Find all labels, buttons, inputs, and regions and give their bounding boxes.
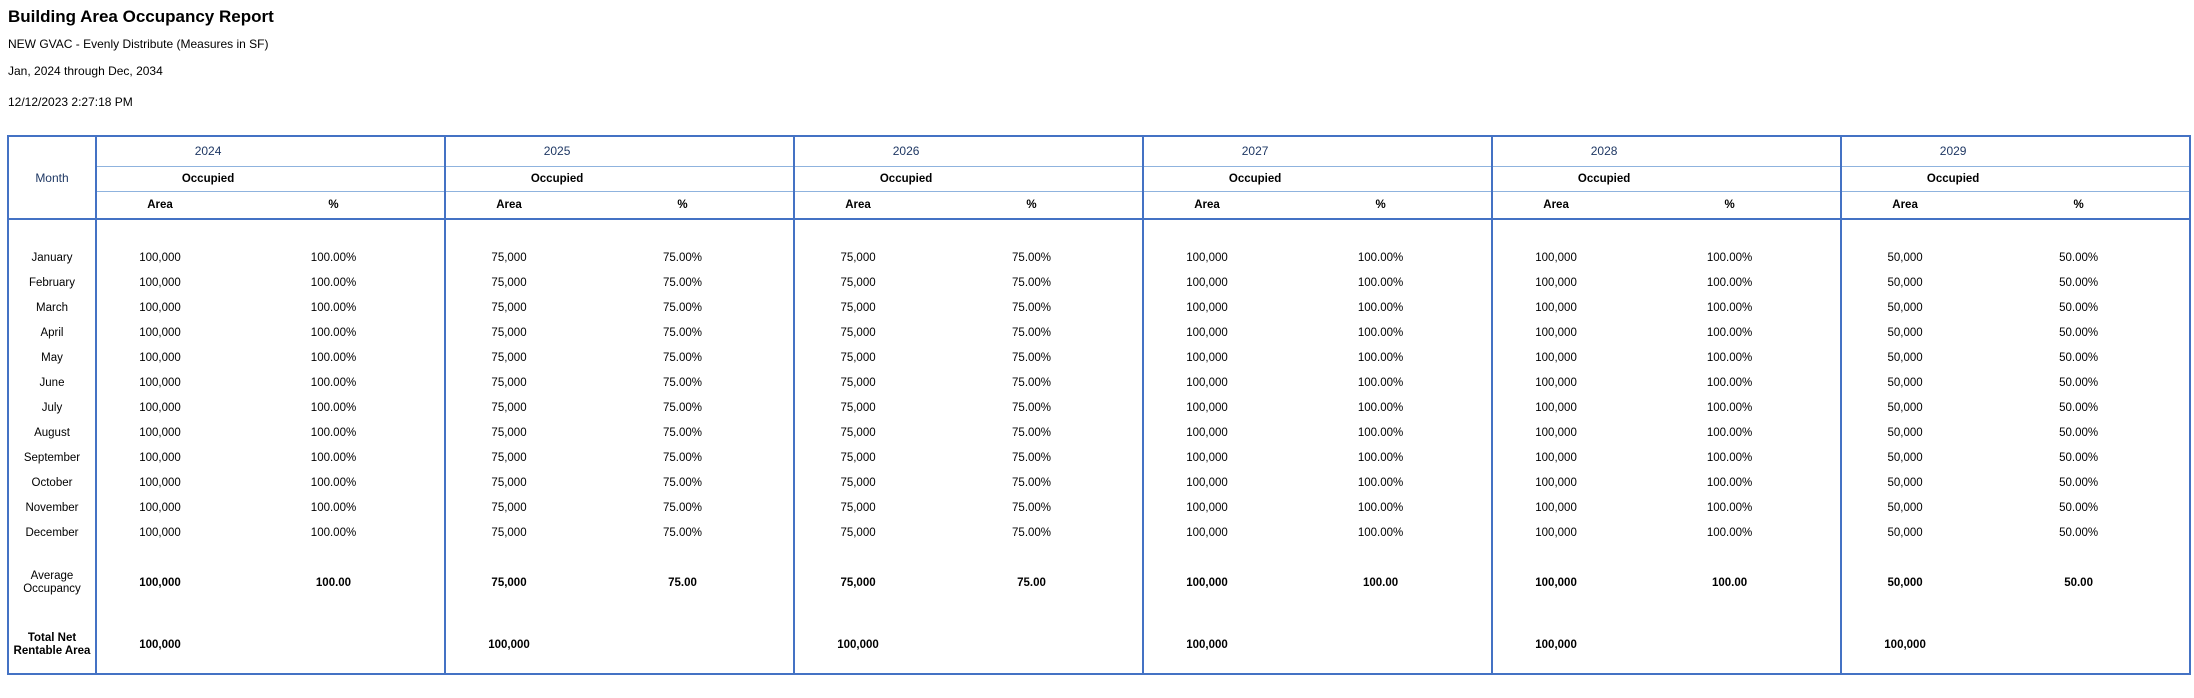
area-value: 75,000	[445, 345, 572, 370]
percent-value: 75.00%	[663, 301, 703, 314]
area-header: Area	[794, 191, 921, 219]
area-value: 100,000	[96, 345, 223, 370]
month-row	[8, 370, 2190, 395]
spacer-cell	[1492, 545, 1619, 561]
area-value: 100,000	[1143, 320, 1270, 345]
area-value: 50,000	[1841, 520, 1968, 545]
area-value: 75,000	[794, 445, 921, 470]
area-value: 75,000	[794, 295, 921, 320]
area-value: 100,000	[1492, 420, 1619, 445]
percent-value: 100.00%	[1706, 376, 1753, 389]
area-value: 100,000	[1492, 270, 1619, 295]
report-generated-timestamp: 12/12/2023 2:27:18 PM	[8, 95, 133, 109]
percent-value: 100.00%	[310, 276, 357, 289]
spacer-cell	[572, 219, 794, 245]
area-value: 100,000	[1143, 470, 1270, 495]
occupied-header	[794, 166, 1143, 191]
month-row	[8, 320, 2190, 345]
spacer-cell	[1968, 605, 2190, 617]
total-net-rentable-area-label: Total Net Rentable Area	[13, 632, 91, 657]
percent-value: 75.00%	[663, 526, 703, 539]
month-label: March	[36, 301, 68, 314]
area-value: 100,000	[1143, 295, 1270, 320]
year-label: 2025	[543, 144, 571, 159]
percent-value: 75.00%	[1012, 251, 1052, 264]
percent-value: 50.00%	[2059, 376, 2099, 389]
percent-value: 75.00%	[663, 251, 703, 264]
area-header: Area	[1143, 191, 1270, 219]
month-label: June	[39, 376, 65, 389]
percent-value: 50.00%	[2059, 501, 2099, 514]
area-value: 100,000	[1492, 520, 1619, 545]
area-value: 100,000	[1492, 395, 1619, 420]
percent-value: 75.00%	[1012, 476, 1052, 489]
report-header	[8, 6, 274, 109]
report-date-range: Jan, 2024 through Dec, 2034	[8, 64, 163, 78]
percent-value: 50.00%	[2059, 301, 2099, 314]
area-value: 75,000	[794, 320, 921, 345]
total-area-value: 100,000	[445, 617, 572, 674]
percent-header: %	[223, 191, 445, 219]
percent-value: 100.00%	[310, 401, 357, 414]
spacer-cell	[1619, 605, 1841, 617]
spacer-cell	[96, 219, 223, 245]
percent-header: %	[1270, 191, 1492, 219]
area-value: 100,000	[1143, 345, 1270, 370]
area-value: 75,000	[794, 395, 921, 420]
area-value: 100,000	[96, 320, 223, 345]
area-header: Area	[1841, 191, 1968, 219]
area-value: 75,000	[794, 520, 921, 545]
month-label: July	[41, 401, 63, 414]
occupied-label: Occupied	[181, 172, 235, 185]
average-occupancy-label: Average Occupancy	[23, 570, 81, 595]
spacer-cell	[1270, 605, 1492, 617]
spacer-cell	[8, 219, 96, 245]
percent-header: %	[1619, 191, 1841, 219]
spacer-cell	[96, 605, 223, 617]
area-header: Area	[445, 191, 572, 219]
percent-value: 100.00%	[310, 426, 357, 439]
area-value: 100,000	[1492, 345, 1619, 370]
percent-value: 50.00%	[2059, 276, 2099, 289]
average-area-value: 100,000	[96, 561, 223, 605]
year-header-2024	[96, 136, 445, 166]
percent-value: 75.00%	[663, 326, 703, 339]
area-value: 100,000	[1492, 495, 1619, 520]
occupancy-table	[7, 135, 2191, 675]
percent-value: 75.00%	[663, 426, 703, 439]
area-value: 100,000	[1492, 295, 1619, 320]
year-label: 2026	[892, 144, 920, 159]
year-label: 2029	[1939, 144, 1967, 159]
percent-value: 100.00%	[1357, 351, 1404, 364]
area-value: 100,000	[1143, 520, 1270, 545]
percent-value: 100.00%	[1706, 301, 1753, 314]
area-value: 50,000	[1841, 320, 1968, 345]
spacer-cell	[1492, 605, 1619, 617]
month-label: February	[28, 276, 76, 289]
month-label: May	[41, 351, 63, 364]
spacer-cell	[223, 605, 445, 617]
percent-value: 100.00%	[1357, 401, 1404, 414]
area-value: 100,000	[96, 395, 223, 420]
total-percent-empty	[223, 617, 445, 674]
area-value: 75,000	[445, 395, 572, 420]
average-percent-value: 100.00	[315, 577, 352, 589]
percent-value: 100.00%	[1706, 276, 1753, 289]
year-header-row	[8, 136, 2190, 166]
area-value: 100,000	[1492, 370, 1619, 395]
total-area-value: 100,000	[1492, 617, 1619, 674]
percent-value: 100.00%	[310, 501, 357, 514]
percent-value: 100.00%	[310, 251, 357, 264]
occupied-label: Occupied	[879, 172, 933, 185]
month-row	[8, 445, 2190, 470]
percent-value: 75.00%	[663, 451, 703, 464]
percent-value: 75.00%	[663, 401, 703, 414]
occupied-header	[1492, 166, 1841, 191]
spacer-cell	[1270, 219, 1492, 245]
spacer-cell	[1143, 545, 1270, 561]
percent-value: 100.00%	[1357, 251, 1404, 264]
area-value: 100,000	[96, 495, 223, 520]
percent-value: 75.00%	[663, 351, 703, 364]
month-label: August	[34, 426, 70, 439]
area-value: 100,000	[96, 295, 223, 320]
spacer-cell	[1841, 219, 1968, 245]
area-value: 100,000	[1492, 245, 1619, 270]
spacer-cell	[1270, 545, 1492, 561]
month-label: December	[25, 526, 79, 539]
month-row	[8, 495, 2190, 520]
area-value: 75,000	[445, 520, 572, 545]
percent-value: 100.00%	[1357, 301, 1404, 314]
spacer-cell	[794, 605, 921, 617]
area-value: 100,000	[1492, 470, 1619, 495]
area-value: 50,000	[1841, 345, 1968, 370]
area-value: 100,000	[1143, 370, 1270, 395]
spacer-cell	[1968, 545, 2190, 561]
occupied-header	[1841, 166, 2190, 191]
percent-header: %	[921, 191, 1143, 219]
month-row	[8, 520, 2190, 545]
month-row	[8, 245, 2190, 270]
area-value: 50,000	[1841, 395, 1968, 420]
spacer-cell	[794, 219, 921, 245]
percent-value: 100.00%	[310, 526, 357, 539]
month-row	[8, 420, 2190, 445]
spacer-row	[8, 605, 2190, 617]
month-row	[8, 470, 2190, 495]
month-row	[8, 295, 2190, 320]
percent-value: 100.00%	[1357, 376, 1404, 389]
area-value: 75,000	[445, 245, 572, 270]
percent-value: 100.00%	[310, 376, 357, 389]
area-value: 100,000	[96, 245, 223, 270]
spacer-cell	[223, 545, 445, 561]
percent-value: 100.00%	[1706, 426, 1753, 439]
month-label: September	[23, 451, 81, 464]
occupied-label: Occupied	[1926, 172, 1980, 185]
spacer-cell	[445, 219, 572, 245]
spacer-cell	[1841, 545, 1968, 561]
year-label: 2027	[1241, 144, 1269, 159]
area-value: 100,000	[96, 370, 223, 395]
percent-value: 50.00%	[2059, 401, 2099, 414]
area-value: 100,000	[96, 445, 223, 470]
spacer-cell	[8, 545, 96, 561]
average-area-value: 75,000	[794, 561, 921, 605]
percent-value: 100.00%	[1706, 451, 1753, 464]
area-value: 100,000	[1143, 495, 1270, 520]
average-area-value: 50,000	[1841, 561, 1968, 605]
area-value: 75,000	[445, 295, 572, 320]
spacer-cell	[1619, 219, 1841, 245]
spacer-cell	[223, 219, 445, 245]
area-value: 100,000	[1143, 245, 1270, 270]
area-value: 100,000	[1143, 395, 1270, 420]
percent-value: 100.00%	[1357, 501, 1404, 514]
total-area-value: 100,000	[96, 617, 223, 674]
month-label: January	[31, 251, 73, 264]
area-value: 75,000	[794, 370, 921, 395]
percent-value: 100.00%	[1706, 326, 1753, 339]
percent-value: 100.00%	[310, 476, 357, 489]
spacer-cell	[8, 605, 96, 617]
spacer-cell	[1619, 545, 1841, 561]
area-header: Area	[96, 191, 223, 219]
month-column-header: Month	[8, 136, 96, 219]
month-label: November	[25, 501, 79, 514]
total-percent-empty	[1619, 617, 1841, 674]
spacer-cell	[1143, 605, 1270, 617]
percent-value: 50.00%	[2059, 251, 2099, 264]
percent-value: 100.00%	[1357, 526, 1404, 539]
report-title: Building Area Occupancy Report	[8, 7, 274, 26]
spacer-cell	[1492, 219, 1619, 245]
spacer-cell	[572, 545, 794, 561]
measure-header-row	[8, 191, 2190, 219]
spacer-cell	[445, 605, 572, 617]
area-value: 50,000	[1841, 495, 1968, 520]
spacer-cell	[1841, 605, 1968, 617]
month-row	[8, 345, 2190, 370]
average-percent-value: 75.00	[1017, 577, 1046, 589]
area-value: 100,000	[1492, 320, 1619, 345]
average-percent-value: 75.00	[668, 577, 697, 589]
percent-value: 100.00%	[1357, 326, 1404, 339]
area-value: 75,000	[445, 370, 572, 395]
percent-value: 100.00%	[1706, 476, 1753, 489]
spacer-cell	[96, 545, 223, 561]
area-value: 100,000	[96, 520, 223, 545]
area-value: 75,000	[445, 470, 572, 495]
month-label: April	[40, 326, 64, 339]
average-area-value: 100,000	[1492, 561, 1619, 605]
occupied-header	[96, 166, 445, 191]
total-area-value: 100,000	[794, 617, 921, 674]
area-value: 75,000	[445, 420, 572, 445]
percent-value: 100.00%	[310, 451, 357, 464]
average-area-value: 100,000	[1143, 561, 1270, 605]
area-value: 75,000	[794, 245, 921, 270]
area-value: 75,000	[794, 345, 921, 370]
percent-value: 75.00%	[663, 276, 703, 289]
total-percent-empty	[921, 617, 1143, 674]
percent-value: 100.00%	[310, 351, 357, 364]
month-row	[8, 270, 2190, 295]
occupied-label: Occupied	[1577, 172, 1631, 185]
percent-value: 100.00%	[1357, 426, 1404, 439]
total-area-value: 100,000	[1841, 617, 1968, 674]
percent-header: %	[572, 191, 794, 219]
percent-value: 75.00%	[1012, 351, 1052, 364]
percent-value: 100.00%	[310, 326, 357, 339]
percent-value: 50.00%	[2059, 326, 2099, 339]
area-value: 50,000	[1841, 370, 1968, 395]
spacer-cell	[445, 545, 572, 561]
percent-value: 75.00%	[1012, 401, 1052, 414]
percent-value: 50.00%	[2059, 351, 2099, 364]
area-value: 100,000	[1143, 270, 1270, 295]
occupied-label: Occupied	[1228, 172, 1282, 185]
spacer-cell	[921, 219, 1143, 245]
spacer-cell	[794, 545, 921, 561]
percent-value: 50.00%	[2059, 451, 2099, 464]
area-value: 75,000	[794, 470, 921, 495]
percent-value: 100.00%	[1706, 401, 1753, 414]
percent-value: 100.00%	[1357, 276, 1404, 289]
area-value: 75,000	[445, 445, 572, 470]
area-value: 100,000	[1492, 445, 1619, 470]
total-percent-empty	[1270, 617, 1492, 674]
percent-value: 50.00%	[2059, 476, 2099, 489]
spacer-cell	[921, 605, 1143, 617]
total-percent-empty	[1968, 617, 2190, 674]
area-value: 50,000	[1841, 245, 1968, 270]
average-percent-value: 50.00	[2064, 577, 2093, 589]
total-net-rentable-area-row	[8, 617, 2190, 674]
percent-value: 100.00%	[1706, 351, 1753, 364]
percent-value: 75.00%	[1012, 301, 1052, 314]
month-row	[8, 395, 2190, 420]
percent-value: 75.00%	[663, 501, 703, 514]
percent-value: 100.00%	[1706, 526, 1753, 539]
percent-value: 100.00%	[1357, 476, 1404, 489]
year-header-2027	[1143, 136, 1492, 166]
area-value: 100,000	[1143, 445, 1270, 470]
occupied-label: Occupied	[530, 172, 584, 185]
area-value: 50,000	[1841, 295, 1968, 320]
percent-value: 75.00%	[1012, 326, 1052, 339]
area-value: 100,000	[96, 420, 223, 445]
year-label: 2028	[1590, 144, 1618, 159]
area-value: 75,000	[794, 495, 921, 520]
occupied-header	[1143, 166, 1492, 191]
year-header-2026	[794, 136, 1143, 166]
percent-header: %	[1968, 191, 2190, 219]
area-value: 75,000	[794, 420, 921, 445]
percent-value: 100.00%	[1357, 451, 1404, 464]
area-value: 50,000	[1841, 470, 1968, 495]
year-header-2028	[1492, 136, 1841, 166]
percent-value: 75.00%	[1012, 451, 1052, 464]
area-value: 75,000	[445, 495, 572, 520]
total-area-value: 100,000	[1143, 617, 1270, 674]
spacer-cell	[572, 605, 794, 617]
year-label: 2024	[194, 144, 222, 159]
percent-value: 75.00%	[663, 376, 703, 389]
percent-value: 75.00%	[1012, 276, 1052, 289]
area-value: 100,000	[96, 270, 223, 295]
area-value: 50,000	[1841, 445, 1968, 470]
occupied-header-row	[8, 166, 2190, 191]
percent-value: 100.00%	[1706, 501, 1753, 514]
occupied-header	[445, 166, 794, 191]
spacer-cell	[921, 545, 1143, 561]
spacer-row	[8, 545, 2190, 561]
average-percent-value: 100.00	[1711, 577, 1748, 589]
area-value: 50,000	[1841, 270, 1968, 295]
area-value: 75,000	[794, 270, 921, 295]
area-header: Area	[1492, 191, 1619, 219]
average-occupancy-row	[8, 561, 2190, 605]
area-value: 50,000	[1841, 420, 1968, 445]
percent-value: 75.00%	[1012, 501, 1052, 514]
percent-value: 75.00%	[663, 476, 703, 489]
year-header-2025	[445, 136, 794, 166]
spacer-cell	[1143, 219, 1270, 245]
percent-value: 50.00%	[2059, 526, 2099, 539]
report-subtitle: NEW GVAC - Evenly Distribute (Measures in SF)	[8, 37, 269, 51]
average-percent-value: 100.00	[1362, 577, 1399, 589]
percent-value: 75.00%	[1012, 526, 1052, 539]
percent-value: 100.00%	[1706, 251, 1753, 264]
percent-value: 100.00%	[310, 301, 357, 314]
average-area-value: 75,000	[445, 561, 572, 605]
area-value: 75,000	[445, 320, 572, 345]
area-value: 100,000	[1143, 420, 1270, 445]
year-header-2029	[1841, 136, 2190, 166]
total-percent-empty	[572, 617, 794, 674]
month-label: October	[31, 476, 73, 489]
percent-value: 50.00%	[2059, 426, 2099, 439]
percent-value: 75.00%	[1012, 376, 1052, 389]
spacer-row	[8, 219, 2190, 245]
area-value: 100,000	[96, 470, 223, 495]
area-value: 75,000	[445, 270, 572, 295]
spacer-cell	[1968, 219, 2190, 245]
percent-value: 75.00%	[1012, 426, 1052, 439]
